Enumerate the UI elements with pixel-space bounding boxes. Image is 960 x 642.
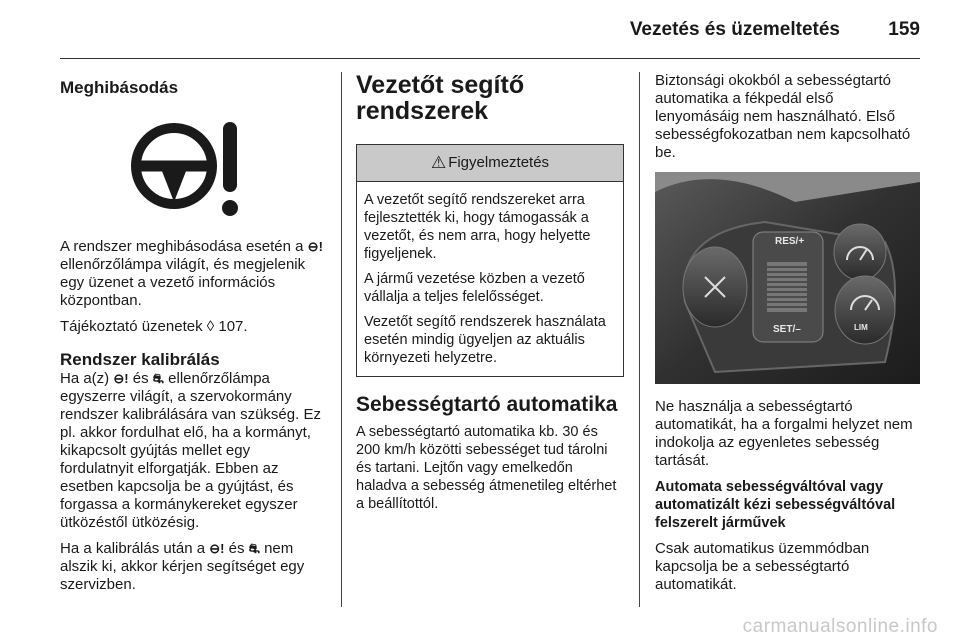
watermark: carmanualsonline.info	[742, 616, 938, 637]
heading-meghibasodas: Meghibásodás	[60, 78, 179, 97]
esc-symbol-icon: ⛐	[152, 371, 164, 386]
warning-text-1: A vezetőt segítő rendszereket arra fejlesztették ki, hogy támogassák a vezetőt, és nem arra, hogy helyette figyeljenek.	[364, 192, 591, 262]
steering-fault-symbol: ⊖!	[307, 239, 323, 254]
warning-header	[357, 145, 623, 182]
header-rule	[60, 58, 920, 59]
reference-arrow-icon: ◊	[206, 318, 215, 335]
steering-warning-icon	[60, 114, 325, 224]
steering-fault-symbol: ⊖!	[209, 541, 225, 556]
page-number: 159	[888, 19, 920, 40]
paragraph-traffic: Ne használja a sebességtartó automatikát, ha a forgalmi helyzet nem indokolja az egyenletes sebesség tartását.	[655, 398, 913, 469]
paragraph-fault: A rendszer meghibásodása esetén a ⊖! ellenőrzőlámpa világít, és megjelenik egy üzenet a vezető információs központban.	[60, 238, 323, 309]
warning-text-2: A jármű vezetése közben a vezető vállalja a teljes felelősséget.	[364, 271, 585, 305]
paragraph-calibration: Ha a(z) ⊖! és ⛐ ellenőrzőlámpa egyszerre világít, a szervokormány rendszer kalibrálására van szükség. Ez pl. akkor fordulhat elő, ha a kormányt, kikapcsolt gyújtás mellet egy fordulatnyit elforgatják. Ebben az esetben kapcsolja be a gyújtást, és forgassa a kormánykereket egyszer ütközéstől ütközésig.	[60, 370, 321, 531]
warning-box	[356, 144, 624, 377]
paragraph-automatic-mode: Csak automatikus üzemmódban kapcsolja be a sebességtartó automatikát.	[655, 540, 870, 593]
warning-title: Figyelmeztetés	[448, 154, 550, 171]
column-3	[655, 72, 920, 602]
paragraph-info-ref: Tájékoztató üzenetek ◊ 107.	[60, 318, 248, 335]
set-label: SET/–	[773, 324, 801, 335]
heading-automatic-gearbox: Automata sebességváltóval vagy automatizált kézi sebességváltóval felszerelt járművek	[655, 479, 896, 531]
column-1	[60, 72, 325, 602]
steering-fault-symbol: ⊖!	[113, 371, 129, 386]
column-divider-2	[639, 72, 640, 607]
heading-cruise-control: Sebességtartó automatika	[356, 393, 618, 416]
page-header	[60, 0, 920, 55]
paragraph-service: Ha a kalibrálás után a ⊖! és ⛐ nem alszik ki, akkor kérjen segítséget egy szervizben.	[60, 540, 305, 593]
cruise-control-switch-photo	[655, 172, 920, 384]
column-divider-1	[341, 72, 342, 607]
paragraph-safety: Biztonsági okokból a sebességtartó automatika a fékpedál első lenyomásáig nem használható. Első sebességfokozatban nem kapcsolható be.	[655, 72, 911, 161]
esc-symbol-icon: ⛐	[248, 541, 260, 556]
paragraph-cruise-intro: A sebességtartó automatika kb. 30 és 200 km/h közötti sebességet tud tárolni és tartani. Lejtőn vagy emelkedőn haladva a sebesség átmenetileg eltérhet a beállítottól.	[356, 424, 617, 512]
warning-triangle-icon: ⚠	[430, 153, 447, 172]
page-title: Vezetés és üzemeltetés	[629, 19, 840, 40]
res-label: RES/+	[775, 236, 805, 247]
heading-driver-assist: Vezetőt segítő rendszerek	[356, 71, 525, 125]
column-2	[356, 72, 624, 521]
warning-text-3: Vezetőt segítő rendszerek használata esetén mindig ügyeljen az aktuális környezeti helyzetre.	[364, 314, 606, 366]
heading-kalibralas: Rendszer kalibrálás	[60, 350, 220, 369]
lim-label: LIM	[854, 323, 868, 332]
warning-body	[357, 182, 623, 376]
